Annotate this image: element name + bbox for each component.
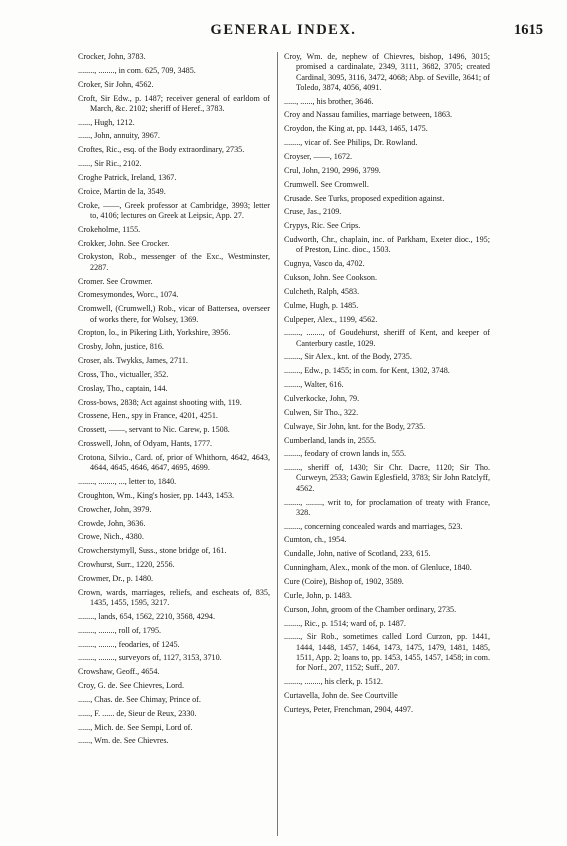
index-entry: Crossene, Hen., spy in France, 4201, 4251. xyxy=(78,411,218,421)
index-entry: Crypys, Ric. See Crips. xyxy=(284,221,361,231)
index-entry: Crowcherstymyll, Suss., stone bridge of, 161. xyxy=(78,546,227,556)
index-entry: ........, ........, in com. 625, 709, 3485. xyxy=(78,65,196,75)
index-entry: Croker, Sir John, 4562. xyxy=(78,79,154,89)
index-entry: ........, ........, feodaries, of 1245. xyxy=(78,639,180,649)
index-entry: Croy, Wm. de, nephew of Chievres, bishop, 1496, 3015; promised a cardinalate, 2349, 3111, 3682, 3705; created Cardinal, 3095, 3116, 3472, 4068; Abp. of Seville, 3641; of Toledo, 3874, 4056, 4091. xyxy=(284,52,490,92)
running-title: GENERAL INDEX. xyxy=(210,22,357,38)
index-entry: Crosby, John, justice, 816. xyxy=(78,342,164,352)
index-entry: Culme, Hugh, p. 1485. xyxy=(284,300,359,310)
index-entry: ........, ........, roll of, 1795. xyxy=(78,625,162,635)
index-entry: ........, ........, ..., letter to, 1840. xyxy=(78,477,177,487)
index-entry: Crocker, John, 3783. xyxy=(78,52,146,61)
index-entry: Croghe Patrick, Ireland, 1367. xyxy=(78,173,177,182)
index-entry: Croft, Sir Edw., p. 1487; receiver general of earldom of March, &c. 2102; sheriff of Heref., 3783. xyxy=(78,93,270,113)
index-entry: Cromwell, (Crumwell,) Rob., vicar of Battersea, overseer of works there, for Wolsey, 1369. xyxy=(78,304,270,324)
index-entry: Cudworth, Chr., chaplain, inc. of Parkham, Exeter dioc., 195; of Preston, Linc. dioc., 1503. xyxy=(284,235,490,255)
index-entry: Crumwell. See Cromwell. xyxy=(284,179,369,189)
index-entry: Cukson, John. See Cookson. xyxy=(284,272,377,282)
index-entry: Crowde, John, 3636. xyxy=(78,518,146,528)
index-entry: Cumton, ch., 1954. xyxy=(284,535,347,545)
index-entry: ........, ........, writ to, for proclamation of treaty with France, 328. xyxy=(284,497,490,517)
index-entry: Cugnya, Vasco da, 4702. xyxy=(284,259,365,269)
index-entry: ......, ......, his brother, 3646. xyxy=(284,96,374,106)
index-entry: Cromer. See Crowmer. xyxy=(78,276,153,286)
index-entry: Curson, John, groom of the Chamber ordinary, 2735. xyxy=(284,604,457,614)
index-entry: ........, Ric., p. 1514; ward of, p. 1487. xyxy=(284,618,406,628)
index-entry: Crossett, ——, servant to Nic. Carew, p. 1508. xyxy=(78,425,230,435)
index-entry: Culwen, Sir Tho., 322. xyxy=(284,407,359,417)
index-entry: ......, Sir Ric., 2102. xyxy=(78,159,142,169)
index-entry: Croughton, Wm., King's hosier, pp. 1443, 1453. xyxy=(78,490,235,500)
index-entry: Cropton, lo., in Pikering Lith, Yorkshire, 3956. xyxy=(78,328,231,338)
index-entry: Crotona, Silvio., Card. of, prior of Whithorn, 4642, 4643, 4644, 4645, 4646, 4647, 4695, 4699. xyxy=(78,452,270,473)
column-divider xyxy=(277,52,278,836)
index-entry: ........, ........, his clerk, p. 1512. xyxy=(284,676,383,686)
index-entry: ........, lands, 654, 1562, 2210, 3568, 4294. xyxy=(78,611,215,621)
index-entry: Culwaye, Sir John, knt. for the Body, 2735. xyxy=(284,421,426,431)
index-entry: Croslay, Tho., captain, 144. xyxy=(78,383,168,393)
page-number: 1615 xyxy=(514,22,543,38)
index-entry: Cross-bows, 2838; Act against shooting with, 119. xyxy=(78,397,242,407)
index-entry: Crowe, Nich., 4380. xyxy=(78,532,144,542)
index-entry: Culpeper, Alex., 1199, 4562. xyxy=(284,314,378,324)
index-entry: ........, ........, surveyors of, 1127, 3153, 3710. xyxy=(78,653,222,663)
index-entry: Crokeholme, 1155. xyxy=(78,224,141,234)
index-entry: ........, feodary of crown lands in, 555. xyxy=(284,449,407,459)
right-column xyxy=(284,52,490,836)
index-entry: ........, concerning concealed wards and marriages, 523. xyxy=(284,521,463,531)
index-entry: Cundalle, John, native of Scotland, 233, 615. xyxy=(284,549,431,559)
index-entry: Cumberland, lands in, 2555. xyxy=(284,435,377,445)
index-entry: Croser, als. Twykks, James, 2711. xyxy=(78,356,188,366)
index-entry: Croydon, the King at, pp. 1443, 1465, 1475. xyxy=(284,124,428,134)
index-entry: ......, Chas. de. See Chimay, Prince of. xyxy=(78,694,201,704)
index-entry: ........, sheriff of, 1430; Sir Chr. Dacre, 1120; Sir Tho. Curweyn, 2533; Gawin Eglesfield, 3783; Sir John Ratclyff, 4562. xyxy=(284,463,490,493)
index-entry: Culverkocke, John, 79. xyxy=(284,393,360,403)
index-entry: ......, Mich. de. See Sempi, Lord of. xyxy=(78,722,193,732)
page-header xyxy=(0,22,567,42)
index-entry: Crowcher, John, 3979. xyxy=(78,504,152,514)
index-entry: Crokyston, Rob., messenger of the Exc., Westminster, 2287. xyxy=(78,252,270,272)
index-entry: Cunningham, Alex., monk of the mon. of Glenluce, 1840. xyxy=(284,563,472,573)
index-entry: Crokker, John. See Crocker. xyxy=(78,238,170,248)
index-entry: Crusade. See Turks, proposed expedition against. xyxy=(284,193,445,203)
index-entry: Crown, wards, marriages, reliefs, and escheats of, 835, 1435, 1455, 1595, 3217. xyxy=(78,587,270,608)
index-entry: Culcheth, Ralph, 4583. xyxy=(284,286,360,296)
index-entry: ......, F. ...... de, Sieur de Reux, 2330. xyxy=(78,708,197,718)
left-column xyxy=(78,52,270,836)
index-entry: Cromesymondes, Worc., 1074. xyxy=(78,290,179,300)
index-entry: Crul, John, 2190, 2996, 3799. xyxy=(284,165,381,175)
index-entry: ........, Edw., p. 1455; in com. for Kent, 1302, 3748. xyxy=(284,366,450,376)
index-entry: Cure (Coire), Bishop of, 1902, 3589. xyxy=(284,577,404,586)
index-entry: Crowmer, Dr., p. 1480. xyxy=(78,573,154,583)
index-entry: Crowhurst, Surr., 1220, 2556. xyxy=(78,560,175,570)
index-entry: ......, Wm. de. See Chievres. xyxy=(78,736,169,746)
index-entry: Crowshaw, Geoff., 4654. xyxy=(78,667,160,677)
index-entry: Croke, ——, Greek professor at Cambridge, 3993; letter to, 4106; lectures on Greek at Leipsic, App. 27. xyxy=(78,200,270,220)
index-entry: Curteys, Peter, Frenchman, 2904, 4497. xyxy=(284,704,413,714)
index-entry: ........, Walter, 616. xyxy=(284,380,344,390)
index-entry: ......, John, annuity, 3967. xyxy=(78,131,160,141)
index-entry: Croyser, ——, 1672. xyxy=(284,151,353,161)
index-entry: Crosswell, John, of Odyam, Hants, 1777. xyxy=(78,439,213,449)
index-entry: Curtavella, John de. See Courtville xyxy=(284,690,398,700)
index-entry: ........, Sir Rob., sometimes called Lord Curzon, pp. 1441, 1444, 1448, 1457, 1464, 1473, 1475, 1479, 1481, 1485, 1511, App. 2; loans to, pp. 1453, 1455, 1457, 1458; in com. for Norf., 207, 1152; Suff., 207. xyxy=(284,632,490,673)
index-entry: ........, ........, of Goudehurst, sheriff of Kent, and keeper of Canterbury castle, 1029. xyxy=(284,328,490,348)
index-entry: ........, vicar of. See Philips, Dr. Rowland. xyxy=(284,138,418,148)
index-entry: Croy, G. de. See Chievres, Lord. xyxy=(78,681,184,691)
index-entry: Croftes, Ric., esq. of the Body extraordinary, 2735. xyxy=(78,145,245,155)
index-entry: Cross, Tho., victualler, 352. xyxy=(78,369,169,379)
index-entry: ........, Sir Alex., knt. of the Body, 2735. xyxy=(284,352,412,362)
index-entry: Croice, Martin de la, 3549. xyxy=(78,186,166,196)
index-entry: Curle, John, p. 1483. xyxy=(284,590,352,600)
index-entry: Cruse, Jas., 2109. xyxy=(284,207,342,217)
index-entry: Croy and Nassau families, marriage between, 1863. xyxy=(284,110,453,120)
index-entry: ......, Hugh, 1212. xyxy=(78,117,135,127)
